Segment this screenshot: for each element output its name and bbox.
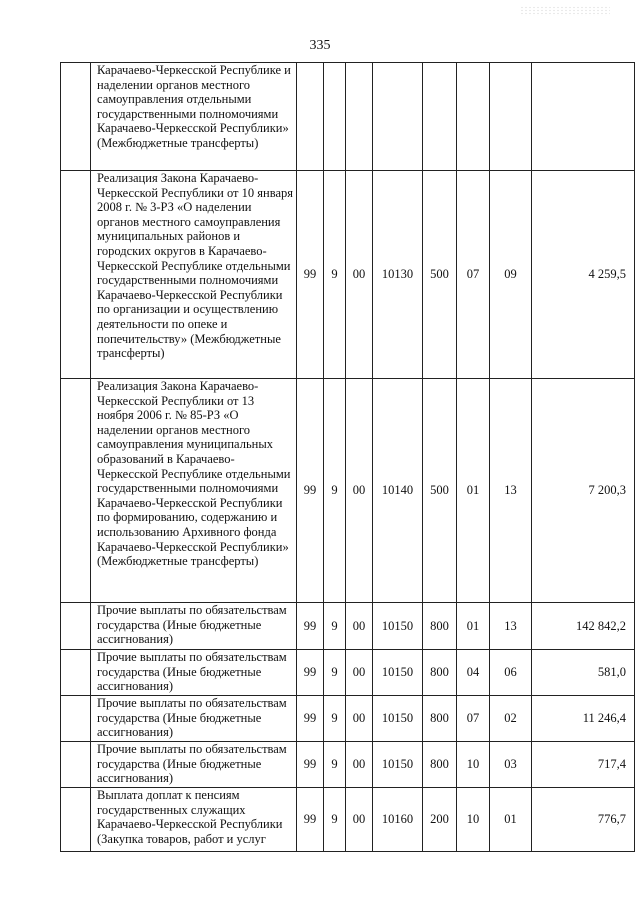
code-cell: 00 bbox=[346, 788, 373, 852]
code-cell: 00 bbox=[346, 742, 373, 788]
code-cell: 00 bbox=[346, 650, 373, 696]
code-cell: 9 bbox=[324, 603, 346, 650]
code-cell: 9 bbox=[324, 742, 346, 788]
code-cell: 10150 bbox=[373, 742, 423, 788]
description-cell: Карачаево-Черкесской Республике и наделении органов местного самоуправления отдельными государственными полномочиями Карачаево-Черкесской Республики» (Межбюджетные трансферты) bbox=[91, 63, 297, 171]
code-cell: 99 bbox=[297, 379, 324, 603]
amount-cell: 142 842,2 bbox=[532, 603, 635, 650]
subsection-cell: 09 bbox=[490, 171, 532, 379]
description-cell: Прочие выплаты по обязательствам государства (Иные бюджетные ассигнования) bbox=[91, 603, 297, 650]
code-cell: 99 bbox=[297, 171, 324, 379]
code-cell: 10160 bbox=[373, 788, 423, 852]
page-number: 335 bbox=[309, 38, 331, 53]
section-cell: 10 bbox=[457, 788, 490, 852]
amount-cell bbox=[532, 63, 635, 171]
code-cell: 00 bbox=[346, 171, 373, 379]
amount-cell: 581,0 bbox=[532, 650, 635, 696]
code-cell: 10150 bbox=[373, 603, 423, 650]
code-cell: 10150 bbox=[373, 696, 423, 742]
code-cell: 99 bbox=[297, 696, 324, 742]
subsection-cell: 01 bbox=[490, 788, 532, 852]
scan-noise bbox=[520, 6, 610, 16]
code-cell: 10130 bbox=[373, 171, 423, 379]
section-cell: 01 bbox=[457, 379, 490, 603]
code-cell bbox=[423, 63, 457, 171]
code-cell: 00 bbox=[346, 379, 373, 603]
section-cell: 07 bbox=[457, 171, 490, 379]
code-cell bbox=[297, 63, 324, 171]
amount-cell: 776,7 bbox=[532, 788, 635, 852]
budget-table bbox=[60, 62, 635, 852]
code-cell: 800 bbox=[423, 650, 457, 696]
table-row bbox=[61, 650, 635, 696]
table-row bbox=[61, 742, 635, 788]
description-cell: Выплата доплат к пенсиям государственных служащих Карачаево-Черкесской Республики (Закупка товаров, работ и услуг bbox=[91, 788, 297, 852]
code-cell: 00 bbox=[346, 696, 373, 742]
index-cell bbox=[61, 379, 91, 603]
table-row bbox=[61, 603, 635, 650]
index-cell bbox=[61, 63, 91, 171]
subsection-cell: 06 bbox=[490, 650, 532, 696]
index-cell bbox=[61, 650, 91, 696]
description-cell: Прочие выплаты по обязательствам государства (Иные бюджетные ассигнования) bbox=[91, 696, 297, 742]
index-cell bbox=[61, 696, 91, 742]
description-cell: Реализация Закона Карачаево-Черкесской Республики от 13 ноября 2006 г. № 85-РЗ «О наделении органов местного самоуправления муниципальных образований в Карачаево-Черкесской Республике отдельными государственными полномочиями Карачаево-Черкесской Республики по формированию, содержанию и использованию Архивного фонда Карачаево-Черкесской Республики» (Межбюджетные трансферты) bbox=[91, 379, 297, 603]
table-row bbox=[61, 696, 635, 742]
description-cell: Прочие выплаты по обязательствам государства (Иные бюджетные ассигнования) bbox=[91, 650, 297, 696]
table-row bbox=[61, 63, 635, 171]
code-cell: 800 bbox=[423, 603, 457, 650]
table-row bbox=[61, 379, 635, 603]
amount-cell: 7 200,3 bbox=[532, 379, 635, 603]
code-cell: 99 bbox=[297, 742, 324, 788]
index-cell bbox=[61, 171, 91, 379]
section-cell bbox=[457, 63, 490, 171]
section-cell: 04 bbox=[457, 650, 490, 696]
code-cell: 200 bbox=[423, 788, 457, 852]
subsection-cell: 03 bbox=[490, 742, 532, 788]
table-row bbox=[61, 788, 635, 852]
amount-cell: 4 259,5 bbox=[532, 171, 635, 379]
code-cell bbox=[346, 63, 373, 171]
code-cell: 00 bbox=[346, 603, 373, 650]
code-cell: 9 bbox=[324, 696, 346, 742]
index-cell bbox=[61, 788, 91, 852]
code-cell: 500 bbox=[423, 379, 457, 603]
code-cell: 9 bbox=[324, 171, 346, 379]
code-cell: 10150 bbox=[373, 650, 423, 696]
code-cell: 9 bbox=[324, 650, 346, 696]
amount-cell: 717,4 bbox=[532, 742, 635, 788]
code-cell: 9 bbox=[324, 788, 346, 852]
index-cell bbox=[61, 603, 91, 650]
section-cell: 01 bbox=[457, 603, 490, 650]
code-cell: 500 bbox=[423, 171, 457, 379]
code-cell: 99 bbox=[297, 603, 324, 650]
subsection-cell: 02 bbox=[490, 696, 532, 742]
description-cell: Реализация Закона Карачаево-Черкесской Республики от 10 января 2008 г. № 3-РЗ «О наделении органов местного самоуправления муниципальных районов и городских округов в Карачаево-Черкесской Республике отдельными государственными полномочиями Карачаево-Черкесской Республики по организации и осуществлению деятельности по опеке и попечительству» (Межбюджетные трансферты) bbox=[91, 171, 297, 379]
code-cell: 800 bbox=[423, 696, 457, 742]
code-cell: 9 bbox=[324, 379, 346, 603]
amount-cell: 11 246,4 bbox=[532, 696, 635, 742]
subsection-cell: 13 bbox=[490, 603, 532, 650]
table-row bbox=[61, 171, 635, 379]
section-cell: 10 bbox=[457, 742, 490, 788]
subsection-cell: 13 bbox=[490, 379, 532, 603]
code-cell: 10140 bbox=[373, 379, 423, 603]
code-cell bbox=[324, 63, 346, 171]
code-cell bbox=[373, 63, 423, 171]
code-cell: 99 bbox=[297, 788, 324, 852]
code-cell: 800 bbox=[423, 742, 457, 788]
section-cell: 07 bbox=[457, 696, 490, 742]
code-cell: 99 bbox=[297, 650, 324, 696]
subsection-cell bbox=[490, 63, 532, 171]
index-cell bbox=[61, 742, 91, 788]
description-cell: Прочие выплаты по обязательствам государства (Иные бюджетные ассигнования) bbox=[91, 742, 297, 788]
